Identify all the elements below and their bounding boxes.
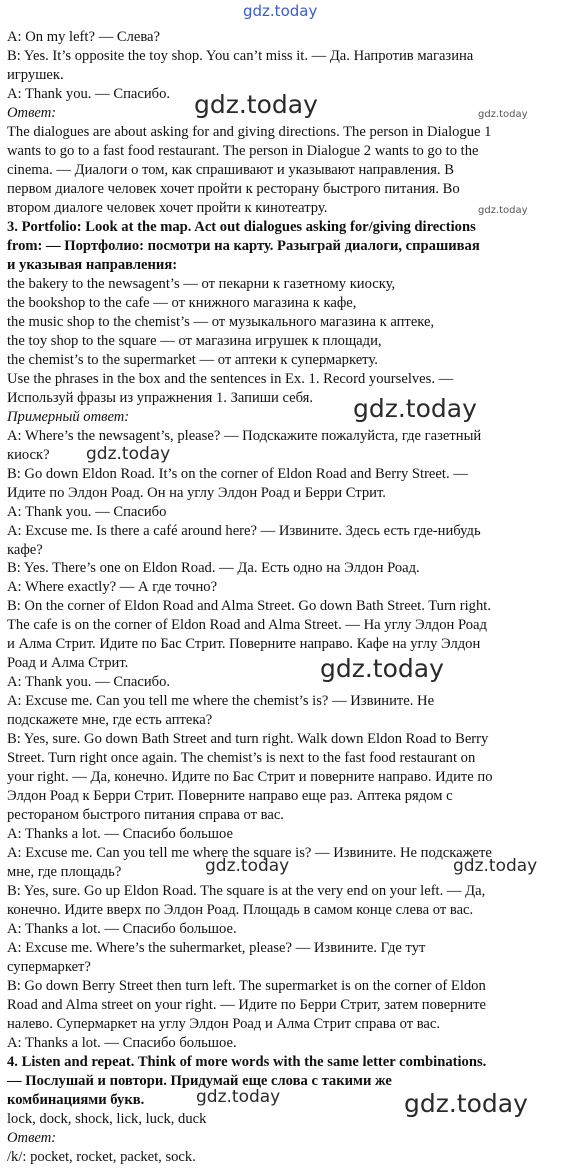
text-line: A: Where’s the newsagent’s, please? — Подскажите пожалуйста, где газетный	[7, 427, 482, 444]
text-line: B: Go down Eldon Road. It’s on the corner of Eldon Road and Berry Street. —	[7, 465, 468, 482]
watermark: gdz.today	[194, 90, 318, 119]
text-line: A: Thanks a lot. — Спасибо большое	[7, 826, 233, 843]
exercise-heading-line: и указывая направления:	[7, 256, 178, 273]
text-line: кафе?	[7, 541, 43, 558]
exercise-heading-line: 3. Portfolio: Look at the map. Act out dialogues asking for/giving directions	[7, 218, 476, 235]
text-line: /k/: pocket, rocket, packet, sock.	[7, 1148, 196, 1165]
text-line: B: Yes. It’s opposite the toy shop. You can’t miss it. — Да. Напротив магазина	[7, 48, 474, 64]
watermark: gdz.today	[86, 444, 171, 464]
text-line: B: Yes. There’s one on Eldon Road. — Да. Есть одно на Элдон Роад.	[7, 560, 420, 577]
text-line: the bookshop to the cafe — от книжного магазина к кафе,	[7, 294, 357, 311]
text-line: налево. Супермаркет на углу Элдон Роад и Алма Стрит справа от вас.	[7, 1016, 441, 1032]
text-line: A: Thanks a lot. — Спасибо большое.	[7, 1034, 237, 1051]
text-line: втором диалоге человек хочет пройти к кинотеатру.	[7, 199, 328, 216]
text-line: A: Excuse me. Is there a café around here? — Извините. Здесь есть где-нибудь	[7, 522, 481, 539]
watermark: gdz.today	[453, 856, 538, 876]
text-line: A: Where exactly? — А где точно?	[7, 579, 218, 596]
exercise-heading-line: 4. Listen and repeat. Think of more words with the same letter combinations.	[7, 1053, 487, 1070]
watermark-small: gdz.today	[478, 205, 528, 216]
text-line: мне, где площадь?	[7, 864, 122, 881]
text-line: the music shop to the chemist’s — от музыкального магазина к аптеке,	[7, 313, 435, 330]
watermark: gdz.today	[205, 856, 290, 876]
text-line: The dialogues are about asking for and giving directions. The person in Dialogue 1	[7, 123, 492, 140]
watermark: gdz.today	[353, 394, 477, 423]
text-line: the toy shop to the square — от магазина игрушек к площади,	[7, 332, 382, 349]
text-line: Street. Turn right once again. The chemist’s is next to the fast food restaurant on	[7, 750, 476, 767]
text-line: киоск?	[7, 446, 50, 463]
exercise-heading-line: — Послушай и повтори. Придумай еще слова с такими же	[7, 1072, 392, 1089]
text-line: Use the phrases in the box and the sentences in Ex. 1. Record yourselves. —	[7, 370, 454, 387]
text-line: B: On the corner of Eldon Road and Alma Street. Go down Bath Street. Turn right.	[7, 598, 491, 615]
watermark: gdz.today	[404, 1089, 528, 1118]
text-line: Элдон Роад к Берри Стрит. Поверните направо еще раз. Аптека рядом с	[7, 788, 453, 805]
text-line: Идите по Элдон Роад. Он на углу Элдон Роад и Берри Стрит.	[7, 484, 386, 501]
exercise-heading-line: комбинациями букв.	[7, 1091, 145, 1108]
text-line: A: Excuse me. Can you tell me where the square is? — Извините. Не подскажете	[7, 845, 492, 862]
text-line: cinema. — Диалоги о том, как спрашивают и указывают направления. В	[7, 161, 454, 178]
watermark: gdz.today	[320, 654, 444, 683]
text-line: Роад и Алма Стрит.	[7, 655, 129, 672]
text-line: A: Excuse me. Can you tell me where the chemist’s is? — Извините. Не	[7, 693, 435, 710]
text-line: Road and Alma street on your right. — Идите по Берри Стрит, затем поверните	[7, 997, 486, 1013]
answer-label: Ответ:	[7, 104, 57, 121]
text-line: игрушек.	[7, 67, 64, 83]
text-line: The cafe is on the corner of Eldon Road and Alma Street. — На углу Элдон Роад	[7, 617, 487, 634]
text-line: A: Thank you. — Спасибо.	[7, 85, 171, 102]
text-line: lock, dock, shock, lick, luck, duck	[7, 1110, 207, 1127]
text-line: B: Yes, sure. Go up Eldon Road. The square is at the very end on your left. — Да,	[7, 883, 486, 900]
text-line: первом диалоге человек хочет пройти к ресторану быстрого питания. Во	[7, 180, 460, 197]
text-line: B: Go down Berry Street then turn left. The supermarket is on the corner of Eldon	[7, 978, 486, 994]
text-line: the bakery to the newsagent’s — от пекарни к газетному киоску,	[7, 275, 396, 292]
text-line: A: Thanks a lot. — Спасибо большое.	[7, 921, 237, 938]
text-line: wants to go to a fast food restaurant. The person in Dialogue 2 wants to go to the	[7, 142, 479, 159]
watermark-top: gdz.today	[243, 2, 318, 20]
text-line: Используй фразы из упражнения 1. Запиши себя.	[7, 389, 314, 406]
text-line: B: Yes, sure. Go down Bath Street and turn right. Walk down Eldon Road to Berry	[7, 731, 489, 748]
answer-label: Примерный ответ:	[7, 408, 130, 425]
text-line: the chemist’s to the supermarket — от аптеки к супермаркету.	[7, 351, 378, 368]
text-line: A: Thank you. — Спасибо	[7, 503, 167, 520]
text-line: A: Thank you. — Спасибо.	[7, 674, 171, 691]
text-line: супермаркет?	[7, 959, 91, 975]
text-line: и Алма Стрит. Идите по Бас Стрит. Поверните направо. Кафе на углу Элдон	[7, 636, 481, 653]
text-line: конечно. Идите вверх по Элдон Роад. Площадь в самом конце слева от вас.	[7, 902, 474, 919]
text-line: подскажете мне, где есть аптека?	[7, 712, 213, 729]
watermark-small: gdz.today	[478, 109, 528, 120]
watermark: gdz.today	[196, 1087, 281, 1107]
text-line: A: On my left? — Слева?	[7, 29, 160, 45]
text-line: your right. — Да, конечно. Идите по Бас Стрит и поверните направо. Идите по	[7, 769, 493, 786]
exercise-heading-line: from: — Портфолио: посмотри на карту. Разыграй диалоги, спрашивая	[7, 237, 480, 254]
text-line: A: Excuse me. Where’s the suhermarket, please? — Извините. Где тут	[7, 940, 426, 956]
text-line: рестораном быстрого питания справа от вас.	[7, 807, 284, 824]
answer-label: Ответ:	[7, 1129, 57, 1146]
